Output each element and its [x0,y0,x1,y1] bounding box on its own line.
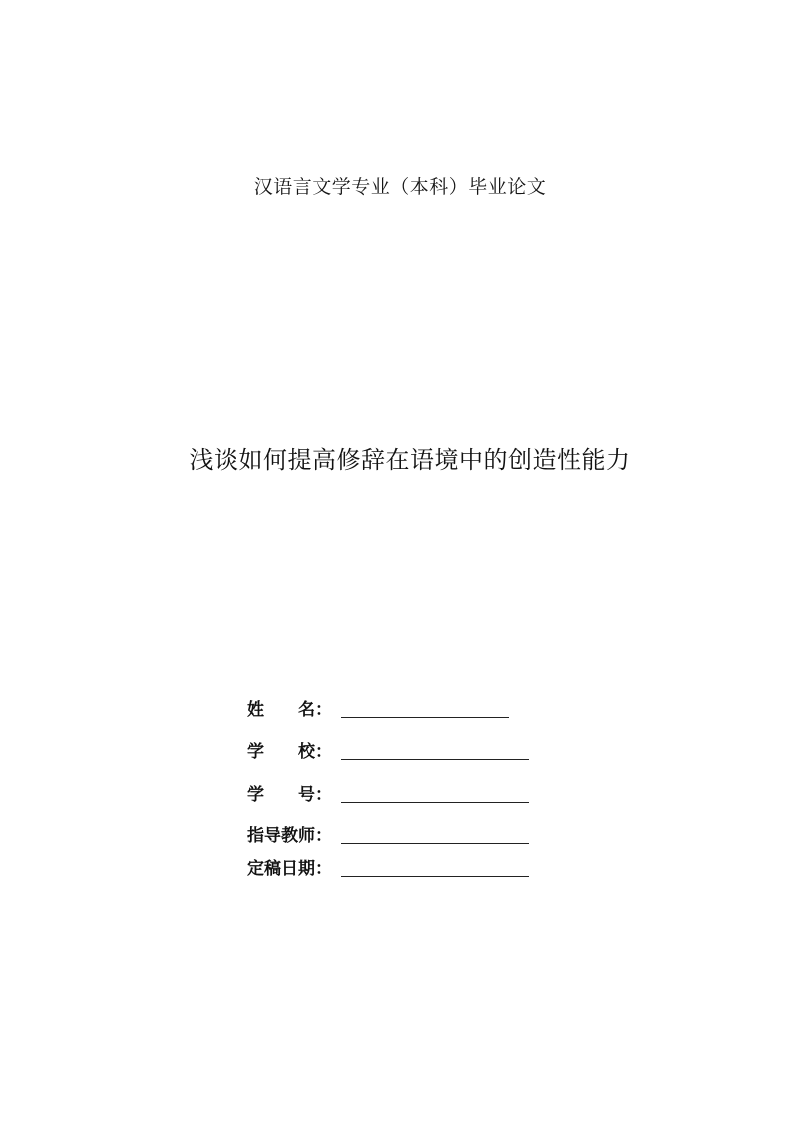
blank-line-student-id [341,784,529,803]
field-label-school: 学 校： [247,742,332,762]
form-field-advisor [247,820,529,846]
field-label-name: 姓 名： [247,700,332,720]
form-field-name [247,694,509,720]
thesis-title: 浅谈如何提高修辞在语境中的创造性能力 [189,446,631,474]
field-label-final-date: 定稿日期： [247,859,332,879]
field-label-advisor: 指导教师： [247,826,332,846]
blank-line-advisor [341,825,529,844]
form-field-final-date [247,853,529,879]
blank-line-school [341,741,529,760]
blank-line-final-date [341,858,529,877]
blank-line-name [341,699,509,718]
thesis-type-heading: 汉语言文学专业（本科）毕业论文 [253,176,547,198]
form-field-student-id [247,779,529,805]
field-label-student-id: 学 号： [247,785,332,805]
form-field-school [247,736,529,762]
